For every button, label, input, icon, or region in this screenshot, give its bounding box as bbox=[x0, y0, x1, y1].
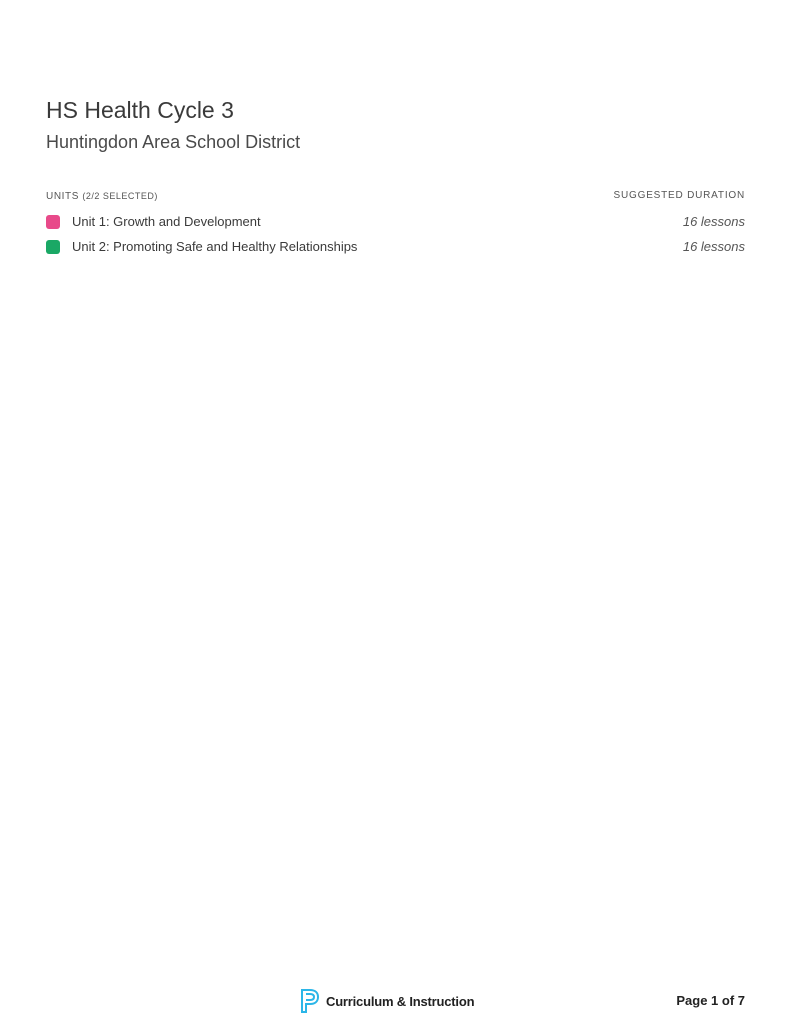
unit-duration: 16 lessons bbox=[682, 214, 745, 229]
units-label: UNITS bbox=[46, 191, 79, 202]
footer-brand bbox=[300, 989, 474, 1013]
unit-duration: 16 lessons bbox=[682, 239, 745, 254]
page-title: HS Health Cycle 3 bbox=[46, 97, 234, 123]
brand-logo-icon bbox=[300, 989, 320, 1013]
unit-name[interactable]: Unit 2: Promoting Safe and Healthy Relationships bbox=[72, 238, 358, 254]
unit-color-swatch bbox=[46, 215, 60, 229]
unit-name[interactable]: Unit 1: Growth and Development bbox=[72, 213, 261, 229]
unit-row-2[interactable] bbox=[46, 234, 745, 259]
unit-color-swatch bbox=[46, 240, 60, 254]
units-header bbox=[46, 190, 158, 203]
unit-list bbox=[46, 209, 745, 259]
page-number: Page 1 of 7 bbox=[676, 993, 745, 1008]
units-selected-count: (2/2 SELECTED) bbox=[82, 191, 158, 201]
district-name: Huntingdon Area School District bbox=[46, 132, 301, 152]
suggested-duration-header: SUGGESTED DURATION bbox=[613, 190, 745, 201]
brand-name: Curriculum & Instruction bbox=[326, 993, 475, 1009]
unit-row-1[interactable] bbox=[46, 209, 745, 234]
